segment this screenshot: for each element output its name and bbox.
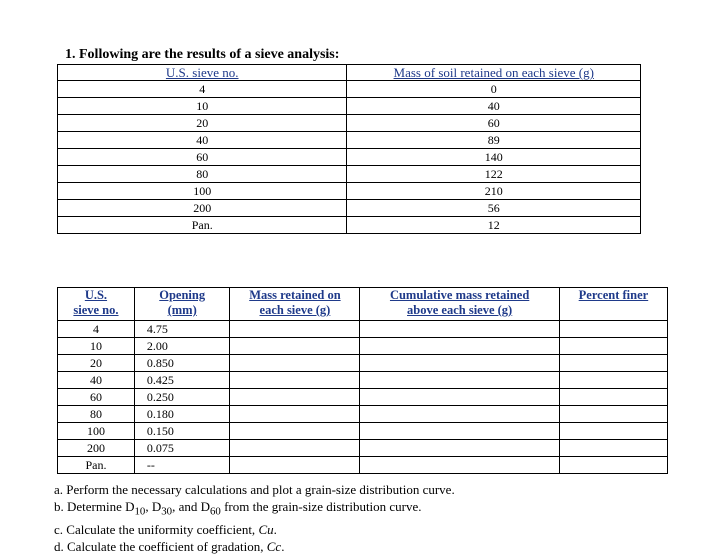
- table-row: [58, 457, 668, 474]
- question-b-text: , and D: [172, 499, 210, 514]
- sieve-no-cell: 80: [58, 166, 347, 183]
- table-row: [58, 440, 668, 457]
- col-header-mass-retained: Mass of soil retained on each sieve (g): [347, 65, 641, 81]
- sieve-no-cell: 20: [58, 355, 135, 372]
- table-row: [58, 372, 668, 389]
- header-line: sieve no.: [73, 303, 119, 317]
- opening-cell: 0.150: [134, 423, 230, 440]
- header-line: above each sieve (g): [407, 303, 513, 317]
- mass-retained-input-cell: [230, 338, 360, 355]
- table-row: [58, 423, 668, 440]
- table-row: [58, 355, 668, 372]
- subscript: 10: [134, 505, 146, 518]
- sieve-no-cell: 40: [58, 372, 135, 389]
- mass-retained-cell: 0: [347, 81, 641, 98]
- question-d: [54, 538, 455, 555]
- subscript: 60: [209, 505, 221, 518]
- mass-retained-cell: 140: [347, 149, 641, 166]
- mass-retained-cell: 40: [347, 98, 641, 115]
- question-a: a. Perform the necessary calculations and plot a grain-size distribution curve.: [54, 482, 455, 497]
- table-row: [58, 149, 641, 166]
- mass-retained-cell: 210: [347, 183, 641, 200]
- sieve-no-cell: 60: [58, 389, 135, 406]
- table-row: [58, 132, 641, 149]
- cumulative-mass-input-cell: [360, 338, 560, 355]
- cumulative-mass-input-cell: [360, 355, 560, 372]
- sieve-no-cell: 20: [58, 115, 347, 132]
- col-header-cumulative-mass: [360, 288, 560, 321]
- table-row: [58, 98, 641, 115]
- mass-retained-input-cell: [230, 389, 360, 406]
- sieve-results-table: [57, 64, 641, 234]
- percent-finer-input-cell: [559, 406, 667, 423]
- sieve-no-cell: 200: [58, 440, 135, 457]
- table-row: [58, 166, 641, 183]
- percent-finer-input-cell: [559, 457, 667, 474]
- mass-retained-input-cell: [230, 457, 360, 474]
- problem-title: 1. Following are the results of a sieve analysis:: [65, 47, 340, 62]
- sieve-no-cell: 100: [58, 183, 347, 200]
- question-d-text: .: [281, 538, 285, 554]
- symbol-cu: Cu: [258, 521, 274, 537]
- table-row: [58, 183, 641, 200]
- cumulative-mass-input-cell: [360, 321, 560, 338]
- mass-retained-input-cell: [230, 406, 360, 423]
- mass-retained-cell: 60: [347, 115, 641, 132]
- sieve-no-cell: 10: [58, 338, 135, 355]
- cumulative-mass-input-cell: [360, 372, 560, 389]
- cumulative-mass-input-cell: [360, 440, 560, 457]
- opening-cell: 2.00: [134, 338, 230, 355]
- mass-retained-input-cell: [230, 355, 360, 372]
- mass-retained-input-cell: [230, 440, 360, 457]
- cumulative-mass-input-cell: [360, 423, 560, 440]
- header-line: U.S.: [84, 288, 108, 302]
- mass-retained-input-cell: [230, 423, 360, 440]
- cumulative-mass-input-cell: [360, 389, 560, 406]
- percent-finer-input-cell: [559, 338, 667, 355]
- question-b-text: from the grain-size distribution curve.: [220, 499, 422, 514]
- header-line: each sieve (g): [259, 303, 331, 317]
- question-d-text: d. Calculate the coefficient of gradation,: [54, 538, 267, 554]
- opening-cell: 0.425: [134, 372, 230, 389]
- symbol-cc: Cc: [266, 538, 282, 554]
- table-row: [58, 338, 668, 355]
- sieve-no-cell: 60: [58, 149, 347, 166]
- question-c-text: c. Calculate the uniformity coefficient,: [54, 521, 259, 537]
- question-b: [54, 498, 455, 521]
- percent-finer-input-cell: [559, 372, 667, 389]
- mass-retained-cell: 12: [347, 217, 641, 234]
- opening-cell: 0.180: [134, 406, 230, 423]
- header-line: (mm): [167, 303, 197, 317]
- question-b-text: b. Determine D: [54, 499, 135, 514]
- col-header-mass-retained: [230, 288, 360, 321]
- col-header-sieve-no: U.S. sieve no.: [58, 65, 347, 81]
- col-header-us-sieve-no: [58, 288, 135, 321]
- table-header-row: [58, 288, 668, 321]
- header-line: Opening: [159, 288, 206, 302]
- mass-retained-input-cell: [230, 372, 360, 389]
- table-row: [58, 406, 668, 423]
- cumulative-mass-input-cell: [360, 406, 560, 423]
- table-header-row: [58, 65, 641, 81]
- col-header-percent-finer: [559, 288, 667, 321]
- opening-cell: 4.75: [134, 321, 230, 338]
- table-row: [58, 321, 668, 338]
- sieve-no-cell: 4: [58, 321, 135, 338]
- percent-finer-input-cell: [559, 389, 667, 406]
- mass-retained-cell: 122: [347, 166, 641, 183]
- percent-finer-input-cell: [559, 440, 667, 457]
- sieve-no-cell: 10: [58, 98, 347, 115]
- sieve-no-cell: 4: [58, 81, 347, 98]
- sieve-no-cell: Pan.: [58, 457, 135, 474]
- question-list: [54, 481, 455, 555]
- opening-cell: 0.850: [134, 355, 230, 372]
- percent-finer-input-cell: [559, 321, 667, 338]
- opening-cell: 0.075: [134, 440, 230, 457]
- header-line: Percent finer: [578, 288, 649, 302]
- sieve-no-cell: Pan.: [58, 217, 347, 234]
- question-b-text: , D: [145, 499, 162, 514]
- mass-retained-input-cell: [230, 321, 360, 338]
- table-row: [58, 389, 668, 406]
- header-line: Mass retained on: [249, 288, 341, 302]
- percent-finer-input-cell: [559, 423, 667, 440]
- cumulative-mass-input-cell: [360, 457, 560, 474]
- question-c-text: .: [273, 521, 277, 537]
- opening-cell: 0.250: [134, 389, 230, 406]
- percent-finer-input-cell: [559, 355, 667, 372]
- table-row: [58, 217, 641, 234]
- opening-cell: --: [134, 457, 230, 474]
- calculation-table: [57, 287, 668, 474]
- table-row: [58, 81, 641, 98]
- table-row: [58, 200, 641, 217]
- header-line: Cumulative mass retained: [389, 288, 530, 302]
- subscript: 30: [161, 505, 173, 518]
- sieve-no-cell: 80: [58, 406, 135, 423]
- mass-retained-cell: 89: [347, 132, 641, 149]
- sieve-no-cell: 200: [58, 200, 347, 217]
- table-row: [58, 115, 641, 132]
- mass-retained-cell: 56: [347, 200, 641, 217]
- sieve-no-cell: 40: [58, 132, 347, 149]
- col-header-opening-mm: [134, 288, 230, 321]
- sieve-no-cell: 100: [58, 423, 135, 440]
- question-c: [54, 521, 455, 538]
